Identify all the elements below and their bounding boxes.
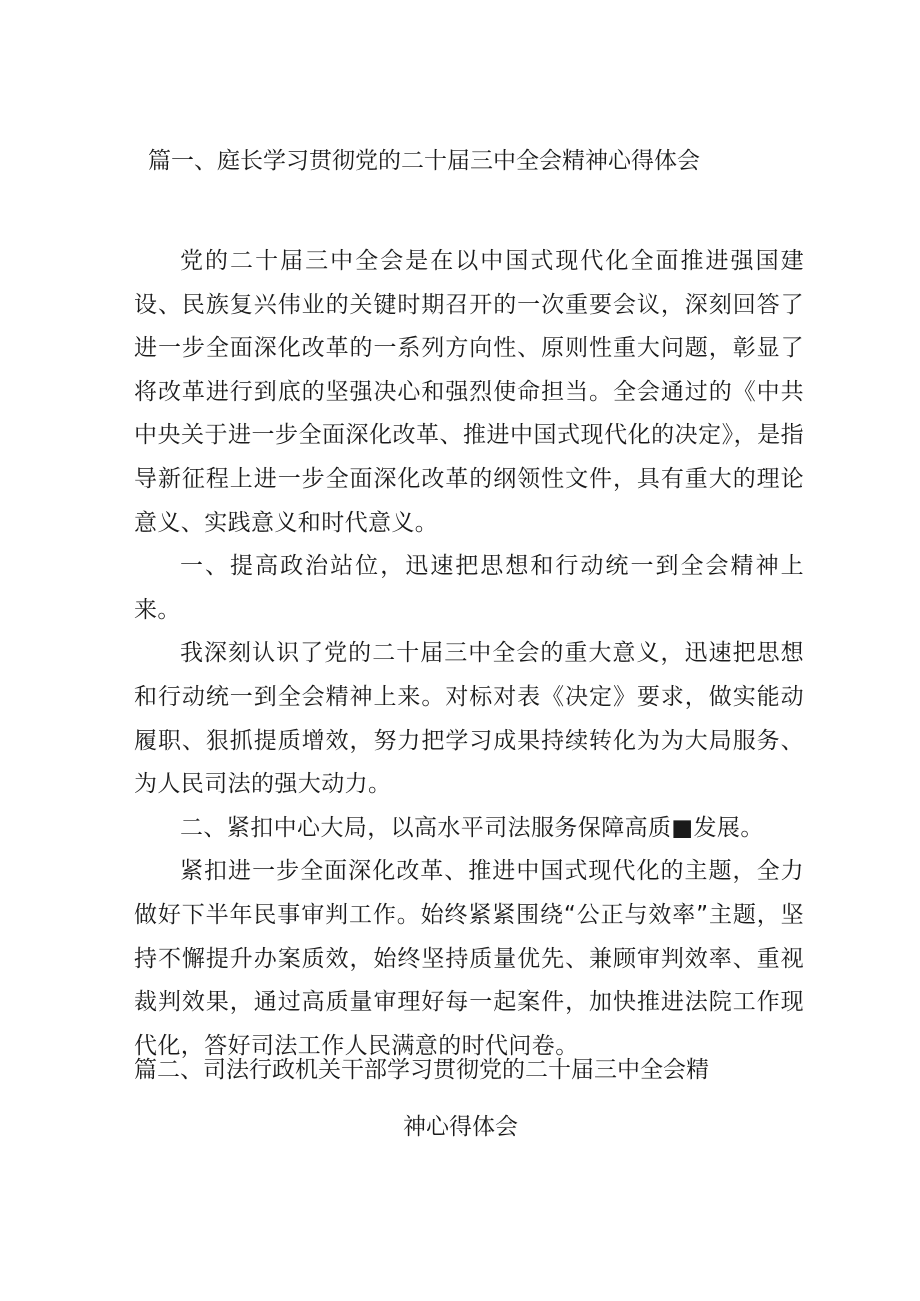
section-title-2-line-2: 神心得体会	[403, 1114, 518, 1140]
paragraph-point-1-body: 我深刻认识了党的二十届三中全会的重大意义，迅速把思想和行动统一到全会精神上来。对标对表《决定》要求，做实能动履职、狠抓提质增效，努力把学习成果持续转化为为大局服务、为人民司法的强大动力。	[134, 640, 804, 798]
section-title-1: 篇一、庭长学习贯彻党的二十届三中全会精神心得体会	[148, 148, 700, 174]
section-1-body	[134, 240, 804, 1068]
paragraph-point-1-heading: 一、提高政治站位，迅速把思想和行动统一到全会精神上来。	[134, 553, 804, 623]
paragraph-point-2-body: 紧扣进一步全面深化改革、推进中国式现代化的主题，全力做好下半年民事审判工作。始终紧紧围绕“公正与效率”主题，坚持不懈提升办案质效，始终坚持质量优先、兼顾审判效率、重视裁判效果，通过高质量审理好每一起案件，加快推进法院工作现代化，答好司法工作人民满意的时代问卷。	[134, 858, 804, 1059]
section-title-2-line-1: 篇二、司法行政机关干部学习贯彻党的二十届三中全会精	[134, 1057, 709, 1083]
paragraph-point-2-heading: 二、紧扣中心大局，以高水平司法服务保障高质■发展。	[180, 814, 764, 841]
paragraph-intro: 党的二十届三中全会是在以中国式现代化全面推进强国建设、民族复兴伟业的关键时期召开的一次重要会议，深刻回答了进一步全面深化改革的一系列方向性、原则性重大问题，彰显了将改革进行到底的坚强决心和强烈使命担当。全会通过的《中共中央关于进一步全面深化改革、推进中国式现代化的决定》，是指导新征程上进一步全面深化改革的纲领性文件，具有重大的理论意义、实践意义和时代意义。	[134, 248, 804, 536]
